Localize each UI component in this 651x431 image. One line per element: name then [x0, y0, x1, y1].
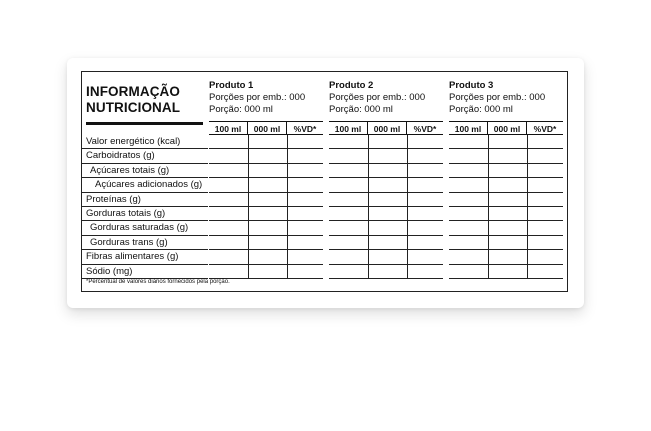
cell-divider	[248, 250, 249, 263]
product-3-value-cells	[449, 193, 563, 207]
nutrient-name: Sódio (mg)	[82, 265, 208, 279]
product-1-header	[209, 80, 324, 116]
column-header: 000 ml	[488, 121, 527, 135]
cell-divider	[527, 193, 528, 206]
product-3-value-cells	[449, 221, 563, 235]
product-3-value-cells	[449, 178, 563, 192]
cell-divider	[527, 135, 528, 148]
cell-divider	[407, 135, 408, 148]
product-3-value-cells	[449, 164, 563, 178]
cell-divider	[407, 149, 408, 162]
table-row	[82, 135, 567, 149]
cell-divider	[248, 164, 249, 177]
table-row	[82, 265, 567, 279]
product-1-value-cells	[209, 236, 323, 250]
cell-divider	[368, 265, 369, 278]
product-3-value-cells	[449, 207, 563, 221]
product-1-value-cells	[209, 178, 323, 192]
product-1-value-cells	[209, 250, 323, 264]
product-3-value-cells	[449, 149, 563, 163]
cell-divider	[368, 164, 369, 177]
nutrient-name: Carboidratos (g)	[82, 149, 208, 163]
product-2-value-cells	[329, 135, 443, 149]
cell-divider	[248, 149, 249, 162]
product-portions: Porções por emb.: 000	[329, 92, 426, 103]
cell-divider	[527, 250, 528, 263]
cell-divider	[287, 207, 288, 220]
column-header: %VD*	[407, 121, 443, 135]
cell-divider	[287, 149, 288, 162]
product-portions: Porções por emb.: 000	[449, 92, 546, 103]
cell-divider	[368, 149, 369, 162]
cell-divider	[488, 164, 489, 177]
cell-divider	[248, 193, 249, 206]
product-2-value-cells	[329, 193, 443, 207]
cell-divider	[368, 178, 369, 191]
product-2-value-cells	[329, 178, 443, 192]
label-card	[67, 58, 584, 308]
cell-divider	[287, 221, 288, 234]
table-row	[82, 178, 567, 192]
cell-divider	[368, 221, 369, 234]
product-2-value-cells	[329, 265, 443, 279]
nutrient-name: Gorduras totais (g)	[82, 207, 208, 221]
table-row	[82, 207, 567, 221]
cell-divider	[287, 135, 288, 148]
column-header: %VD*	[287, 121, 323, 135]
nutrient-name: Gorduras saturadas (g)	[82, 221, 208, 235]
column-header: 100 ml	[209, 121, 248, 135]
cell-divider	[407, 265, 408, 278]
nutrient-name: Açúcares adicionados (g)	[82, 178, 208, 192]
cell-divider	[248, 135, 249, 148]
product-2-value-cells	[329, 236, 443, 250]
footnote: *Percentual de valores diários fornecidos pela porção.	[86, 279, 230, 285]
cell-divider	[368, 193, 369, 206]
cell-divider	[368, 135, 369, 148]
cell-divider	[527, 265, 528, 278]
column-header: 100 ml	[449, 121, 488, 135]
product-2-value-cells	[329, 221, 443, 235]
cell-divider	[368, 236, 369, 249]
product-3-value-cells	[449, 135, 563, 149]
table-row	[82, 250, 567, 264]
product-1-value-cells	[209, 221, 323, 235]
cell-divider	[287, 265, 288, 278]
product-2-value-cells	[329, 164, 443, 178]
product-2-value-cells	[329, 149, 443, 163]
cell-divider	[488, 236, 489, 249]
product-3-value-cells	[449, 236, 563, 250]
cell-divider	[488, 178, 489, 191]
product-2-header	[329, 80, 444, 116]
cell-divider	[488, 250, 489, 263]
cell-divider	[488, 193, 489, 206]
product-1-value-cells	[209, 149, 323, 163]
product-portion: Porção: 000 ml	[449, 104, 513, 115]
cell-divider	[287, 193, 288, 206]
table-row	[82, 221, 567, 235]
cell-divider	[248, 221, 249, 234]
cell-divider	[527, 236, 528, 249]
product-name: Produto 3	[449, 80, 494, 91]
cell-divider	[248, 178, 249, 191]
cell-divider	[368, 250, 369, 263]
cell-divider	[407, 178, 408, 191]
product-3-header	[449, 80, 564, 116]
table-row	[82, 236, 567, 250]
title-rule	[86, 122, 203, 125]
title-block	[86, 84, 204, 116]
product-name: Produto 2	[329, 80, 374, 91]
column-header: 000 ml	[248, 121, 287, 135]
cell-divider	[527, 207, 528, 220]
title-line-1: INFORMAÇÃO	[86, 84, 180, 99]
cell-divider	[488, 149, 489, 162]
cell-divider	[527, 221, 528, 234]
nutrition-label	[81, 71, 568, 292]
column-header: 000 ml	[368, 121, 407, 135]
title-line-2: NUTRICIONAL	[86, 100, 181, 115]
cell-divider	[287, 250, 288, 263]
product-2-value-cells	[329, 250, 443, 264]
cell-divider	[287, 178, 288, 191]
cell-divider	[248, 265, 249, 278]
product-3-value-cells	[449, 250, 563, 264]
nutrient-name: Valor energético (kcal)	[82, 135, 208, 149]
nutrient-name: Proteínas (g)	[82, 193, 208, 207]
cell-divider	[407, 207, 408, 220]
product-1-value-cells	[209, 207, 323, 221]
cell-divider	[287, 164, 288, 177]
product-portion: Porção: 000 ml	[329, 104, 393, 115]
cell-divider	[407, 193, 408, 206]
cell-divider	[527, 149, 528, 162]
table-row	[82, 193, 567, 207]
nutrient-name: Fibras alimentares (g)	[82, 250, 208, 264]
column-header: %VD*	[527, 121, 563, 135]
cell-divider	[407, 164, 408, 177]
cell-divider	[248, 207, 249, 220]
cell-divider	[527, 178, 528, 191]
column-header: 100 ml	[329, 121, 368, 135]
product-name: Produto 1	[209, 80, 254, 91]
table-row	[82, 164, 567, 178]
nutrient-name: Açúcares totais (g)	[82, 164, 208, 178]
cell-divider	[488, 221, 489, 234]
product-1-value-cells	[209, 135, 323, 149]
product-portion: Porção: 000 ml	[209, 104, 273, 115]
nutrient-name: Gorduras trans (g)	[82, 236, 208, 250]
cell-divider	[488, 207, 489, 220]
cell-divider	[527, 164, 528, 177]
cell-divider	[368, 207, 369, 220]
cell-divider	[287, 236, 288, 249]
product-1-value-cells	[209, 193, 323, 207]
cell-divider	[488, 135, 489, 148]
product-3-value-cells	[449, 265, 563, 279]
cell-divider	[407, 250, 408, 263]
product-portions: Porções por emb.: 000	[209, 92, 306, 103]
cell-divider	[407, 236, 408, 249]
cell-divider	[248, 236, 249, 249]
cell-divider	[407, 221, 408, 234]
cell-divider	[488, 265, 489, 278]
product-1-value-cells	[209, 164, 323, 178]
product-1-value-cells	[209, 265, 323, 279]
product-2-value-cells	[329, 207, 443, 221]
table-row	[82, 149, 567, 163]
